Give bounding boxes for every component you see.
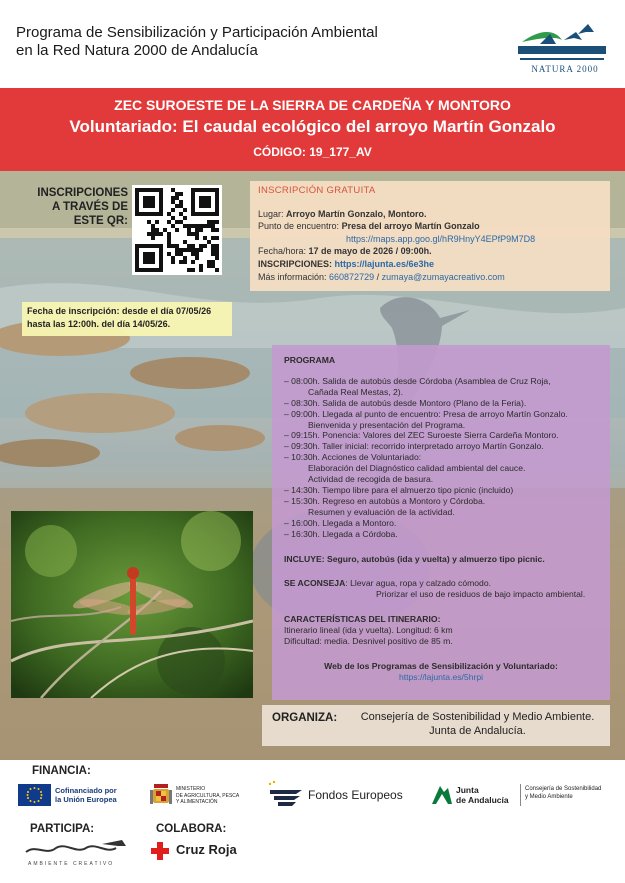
natura-2000-text: NATURA 2000 <box>531 64 599 74</box>
programme-item: – 14:30h. Tiempo libre para el almuerzo tipo picnic (incluido) <box>284 484 514 495</box>
organizer-name: Consejería de Sostenibilidad y Medio Ambiente. Junta de Andalucía. <box>360 711 595 737</box>
title-banner <box>0 88 625 171</box>
includes-text: INCLUYE: Seguro, autobús (ida y vuelta) y almuerzo tipo picnic. <box>284 553 545 564</box>
web-heading: Web de los Programas de Sensibilización y Voluntariado: <box>324 660 558 671</box>
fondos-europeos-text: Fondos Europeos <box>308 788 403 802</box>
consejeria-text: Consejería de Sostenibilidad y Medio Ambiente <box>525 786 602 800</box>
organizer-card <box>262 705 610 746</box>
activity-title: Voluntariado: El caudal ecológico del arroyo Martín Gonzalo <box>69 117 556 136</box>
free-registration-label: INSCRIPCIÓN GRATUITA <box>258 185 376 196</box>
programme-item: – 16:30h. Llegada a Córdoba. <box>284 528 398 539</box>
datetime-row: Fecha/hora: 17 de mayo de 2026 / 09:00h. <box>258 246 432 257</box>
web-link[interactable]: https://lajunta.es/5hrpi <box>398 671 484 682</box>
meeting-point-row: Punto de encuentro: Presa del arroyo Martín Gonzalo <box>258 221 480 232</box>
registration-qr-code[interactable] <box>132 185 222 275</box>
programme-item: – 09:30h. Taller inicial: recorrido interpretado arroyo Martín Gonzalo. <box>284 441 544 452</box>
place-row: Lugar: Arroyo Martín Gonzalo, Montoro. <box>258 208 427 219</box>
colabora-label: COLABORA: <box>156 823 227 835</box>
header <box>0 0 625 88</box>
ministerio-text: MINISTERIO DE AGRICULTURA, PESCA Y ALIMENTACIÓN <box>176 786 240 805</box>
zumaya-logo-icon <box>22 838 130 862</box>
programme-item-detail: Cañada Real Mestas, 2). <box>308 386 404 397</box>
programme-item-detail: Elaboración del Diagnóstico calidad ambiental del cauce. <box>308 463 526 474</box>
junta-andalucia-icon <box>430 782 454 806</box>
eu-flag-icon <box>18 784 51 806</box>
programme-card: PROGRAMA – 08:00h. Salida de autobús desde Córdoba (Asamblea de Cruz Roja, Cañada Real Mestas, 2). – 08:30h. Salida de autobús desde Montoro (Plano de la Feria). – 09:00h. Llegada al punto de encuentro: Presa de arroyo Martín Gonzalo. Bienvenida y presentación del Programa. – 09:15h. Ponencia: Valores del ZEC Suroeste Sierra Cardeña Montoro. – 09:30h. Taller inicial: recorrido interpretado arroyo Martín Gonzalo. – 10:30h. Acciones de Voluntariado: Elaboración del Diagnóstico calidad ambiental del cauce. Actividad de recogida de basura. – 14:30h. Tiempo libre para el almuerzo tipo picnic (incluido) – 15:30h. Regreso en autobús a Montoro y Córdoba. Resumen y evaluación de la actividad. – 16:00h. Llegada a Montoro. – 16:30h. Llegada a Córdoba. INCLUYE: Seguro, autobús (ida y vuelta) y almuerzo tipo picnic. SE ACONSEJA: Llevar agua, ropa y calzado cómodo. Priorizar el uso de residuos de bajo impacto ambiental. CARACTERÍSTICAS DEL ITINERARIO: Itinerario lineal (ida y vuelta). Longitud: 6 km Dificultad: media. Desnivel positivo de 85 m. Web de los Programas de Sensibilización y Voluntariado: https://lajunta.es/5hrpi <box>272 345 610 700</box>
registration-row: INSCRIPCIONES: https://lajunta.es/6e3he <box>258 258 435 269</box>
registration-info-card <box>250 181 610 291</box>
programme-item-detail: Resumen y evaluación de la actividad. <box>308 506 455 517</box>
programme-item: – 08:30h. Salida de autobús desde Montoro (Plano de la Feria). <box>284 397 527 408</box>
more-info-row: Más información: 660872729 / zumaya@zumayacreativo.com <box>258 271 505 282</box>
programme-item: – 10:30h. Acciones de Voluntariado: <box>284 452 422 463</box>
junta-andalucia-text: Junta de Andalucía <box>456 785 509 805</box>
program-title: Programa de Sensibilización y Participación Ambiental en la Red Natura 2000 de Andalucía <box>16 24 378 59</box>
qr-code-icon <box>135 188 219 272</box>
programme-list <box>284 376 598 540</box>
programme-item: – 09:15h. Ponencia: Valores del ZEC Suroeste Sierra Cardeña Montoro. <box>284 430 559 441</box>
map-link[interactable]: https://maps.app.goo.gl/hR9HnyY4EPfP9M7D8 <box>346 233 536 244</box>
participa-label: PARTICIPA: <box>30 823 95 835</box>
footer-divider <box>520 784 521 806</box>
red-cross-icon <box>150 841 170 861</box>
spain-coat-of-arms-icon <box>150 782 172 808</box>
programme-heading: PROGRAMA <box>284 355 336 365</box>
organizer-label: ORGANIZA: <box>272 712 338 724</box>
email-link[interactable]: zumaya@zumayacreativo.com <box>381 271 505 282</box>
fondos-europeos-icon <box>266 780 304 808</box>
cruz-roja-text: Cruz Roja <box>176 842 237 857</box>
itinerary-heading: CARACTERÍSTICAS DEL ITINERARIO: <box>284 614 441 625</box>
advice-row: SE ACONSEJA: Llevar agua, ropa y calzado cómodo. <box>284 578 492 589</box>
activity-code: CÓDIGO: 19_177_AV <box>253 145 372 159</box>
programme-item: – 15:30h. Regreso en autobús a Montoro y Córdoba. <box>284 495 486 506</box>
financia-label: FINANCIA: <box>32 765 91 777</box>
programme-item-detail: Bienvenida y presentación del Programa. <box>308 419 466 430</box>
zumaya-subtitle: AMBIENTE CREATIVO <box>28 861 115 867</box>
eu-cofinanced-text: Cofinanciado por la Unión Europea <box>55 786 117 804</box>
dragonfly-image <box>11 511 253 698</box>
registration-link[interactable]: https://lajunta.es/6e3he <box>334 258 435 269</box>
qr-label: INSCRIPCIONES A TRAVÉS DE ESTE QR: <box>37 187 128 227</box>
programme-item: – 16:00h. Llegada a Montoro. <box>284 517 397 528</box>
programme-item: – 08:00h. Salida de autobús desde Córdoba (Asamblea de Cruz Roja, <box>284 375 551 386</box>
itinerary-length: Itinerario lineal (ida y vuelta). Longitud: 6 km <box>284 625 453 636</box>
programme-item: – 09:00h. Llegada al punto de encuentro: Presa de arroyo Martín Gonzalo. <box>284 408 568 419</box>
programme-item-detail: Actividad de recogida de basura. <box>308 474 434 485</box>
registration-dates-card: Fecha de inscripción: desde el día 07/05/26 hasta las 12:00h. del día 14/05/26. <box>22 302 232 336</box>
zec-title: ZEC SUROESTE DE LA SIERRA DE CARDEÑA Y MONTORO <box>114 97 511 113</box>
dragonfly-photo <box>11 511 253 698</box>
phone-link[interactable]: 660872729 <box>329 271 375 282</box>
itinerary-difficulty: Dificultad: media. Desnivel positivo de 85 m. <box>284 636 453 647</box>
